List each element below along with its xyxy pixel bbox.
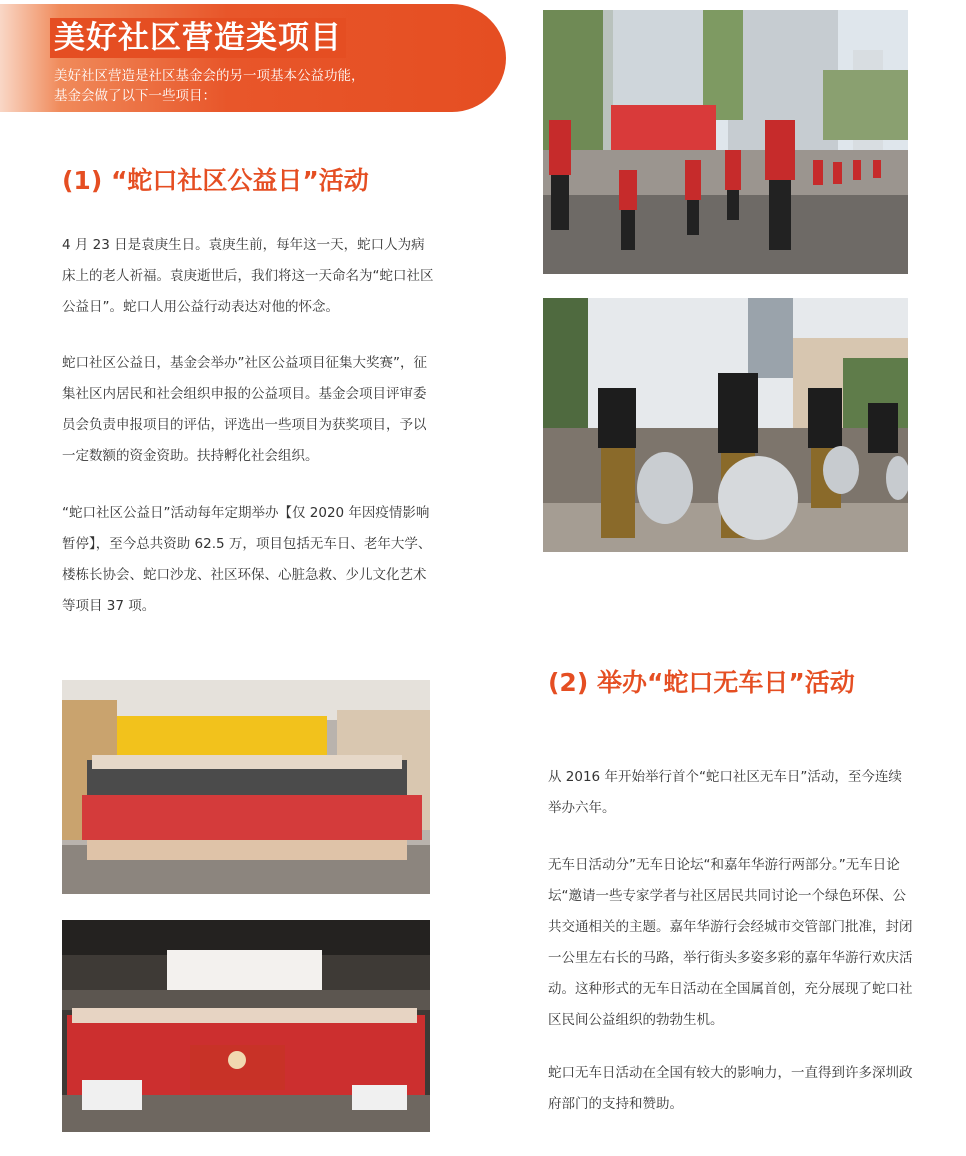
- header-banner: [0, 4, 506, 112]
- header-description: [54, 66, 474, 106]
- section1-title: (1) “蛇口社区公益日”活动: [62, 166, 369, 195]
- section1-paragraph-2: 蛇口社区公益日，基金会举办”社区公益项目征集大奖赛”，征集社区内居民和社会组织申报的公益项目。基金会项目评审委员会负责申报项目的评估，评选出一些项目为获奖项目，予以一定数额的资金资助。扶持孵化社会组织。: [62, 355, 427, 464]
- section1-paragraph-3: “蛇口社区公益日”活动每年定期举办【仅 2020 年因疫情影响暂停】，至今总共资助 62.5 万，项目包括无车日、老年大学、楼栋长协会、蛇口沙龙、社区环保、心脏急救、少儿文化艺术等项目 37 项。: [62, 505, 432, 614]
- section2-title: (2) 举办“蛇口无车日”活动: [548, 668, 855, 697]
- section2-paragraph-2: 无车日活动分”无车日论坛“和嘉年华游行两部分。”无车日论坛“邀请一些专家学者与社区居民共同讨论一个绿色环保、公共交通相关的主题。嘉年华游行会经城市交管部门批准，封闭一公里左右长的马路，举行街头多姿多彩的嘉年华游行欢庆活动。这种形式的无车日活动在全国属首创，充分展现了蛇口社区民间公益组织的勃勃生机。: [548, 857, 913, 1028]
- photo-group-exhibition: [62, 680, 430, 894]
- page-title: 美好社区营造类项目: [50, 18, 346, 58]
- photo-group-banner: [62, 920, 430, 1132]
- photo-skating-parade: [543, 10, 908, 274]
- section1-paragraph-1: 4 月 23 日是袁庚生日。袁庚生前，每年这一天，蛇口人为病床上的老人祈福。袁庚逝世后，我们将这一天命名为“蛇口社区公益日”。蛇口人用公益行动表达对他的怀念。: [62, 237, 434, 315]
- section2-paragraph-3: 蛇口无车日活动在全国有较大的影响力，一直得到许多深圳政府部门的支持和赞助。: [548, 1065, 913, 1112]
- section2-paragraph-1: 从 2016 年开始举行首个“蛇口社区无车日”活动，至今连续举办六年。: [548, 769, 902, 816]
- header-description-line2: 基金会做了以下一些项目：: [54, 88, 216, 104]
- header-description-line1: 美好社区营造是社区基金会的另一项基本公益功能，: [54, 68, 365, 84]
- photo-drum-performance: [543, 298, 908, 552]
